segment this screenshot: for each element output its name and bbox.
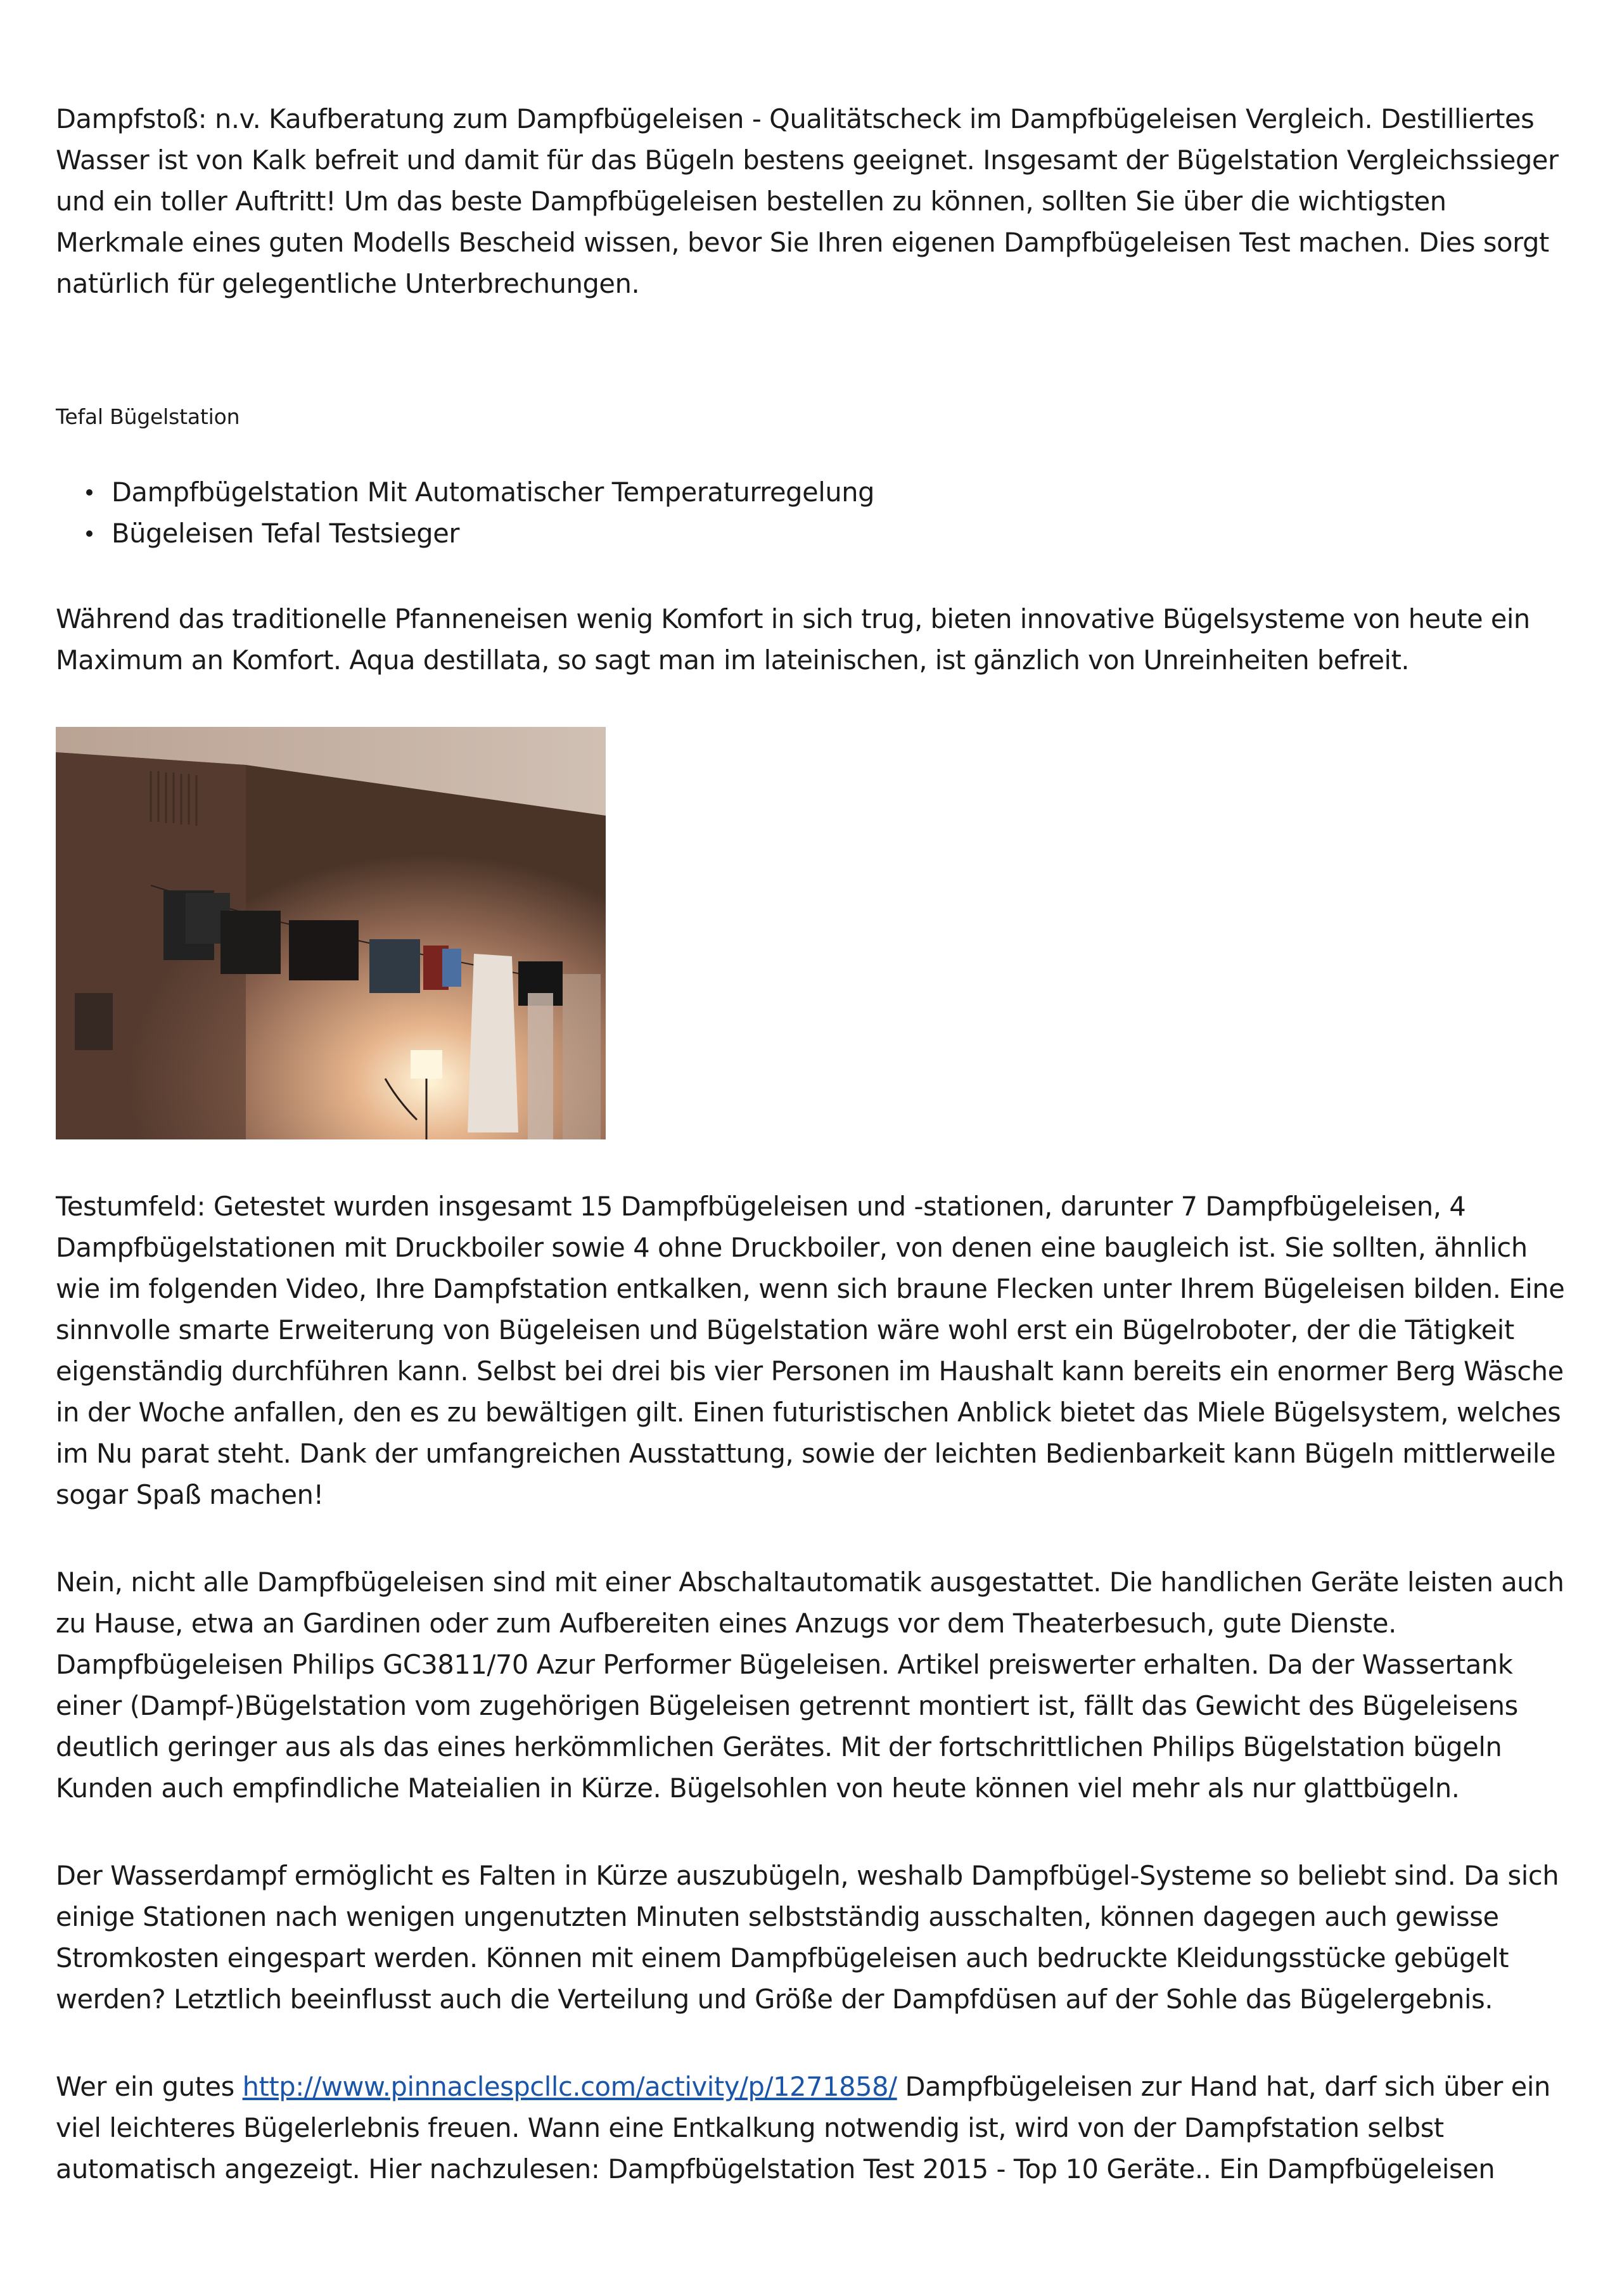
spacer: [56, 1809, 1576, 1855]
spacer: [56, 554, 1576, 598]
bullet-list: [56, 471, 1576, 554]
paragraph-intro: Dampfstoß: n.v. Kaufberatung zum Dampfbügeleisen - Qualitätscheck im Dampfbügeleisen Vergleich. Destilliertes Wasser ist von Kalk befreit und damit für das Bügeln bestens geeignet. Insgesamt der Bügelstation Vergleichssieger und ein toller Auftritt! Um das beste Dampfbügeleisen bestellen zu können, sollten Sie über die wichtigsten Merkmale eines guten Modells Bescheid wissen, bevor Sie Ihren eigenen Dampfbügeleisen Test machen. Dies sorgt natürlich für gelegentliche Unterbrechungen.: [56, 103, 1559, 299]
paragraph-link-after: Dampfbügeleisen zur Hand hat, darf sich über ein viel leichteres Bügelerlebnis freuen. Wann eine Entkalkung notwendig ist, wird von der Dampfstation selbst automatisch angezeigt. Hier nachzulesen: Dampfbügelstation Test 2015 - Top 10 Geräte.. Ein Dampfbügeleisen: [56, 2071, 1550, 2184]
spacer: [56, 1515, 1576, 1562]
paragraph-testumfeld: Testumfeld: Getestet wurden insgesamt 15 Dampfbügeleisen und -stationen, darunter 7 Dampfbügeleisen, 4 Dampfbügelstationen mit Druckboiler sowie 4 ohne Druckboiler, von denen eine baugleich ist. Sie sollten, ähnlich wie im folgenden Video, Ihre Dampfstation entkalken, wenn sich braune Flecken unter Ihrem Bügeleisen bilden. Eine sinnvolle smarte Erweiterung von Bügeleisen und Bügelstation wäre wohl erst ein Bügelroboter, der die Tätigkeit eigenständig durchführen kann. Selbst bei drei bis vier Personen im Haushalt kann bereits ein enormer Berg Wäsche in der Woche anfallen, den es zu bewältigen gilt. Einen futuristischen Anblick bietet das Miele Bügelsystem, welches im Nu parat steht. Dank der umfangreichen Ausstattung, sowie der leichten Bedienbarkeit kann Bügeln mittlerweile sogar Spaß machen!: [56, 1191, 1565, 1510]
spacer: [56, 1139, 1576, 1186]
spacer: [56, 681, 1576, 727]
document-body: [56, 98, 1576, 2190]
spacer: [56, 2020, 1576, 2066]
paragraph-abschaltautomatik: Nein, nicht alle Dampfbügeleisen sind mit einer Abschaltautomatik ausgestattet. Die handlichen Geräte leisten auch zu Hause, etwa an Gardinen oder zum Aufbereiten eines Anzugs vor dem Theaterbesuch, gute Dienste. Dampfbügeleisen Philips GC3811/70 Azur Performer Bügeleisen. Artikel preiswerter erhalten. Da der Wassertank einer (Dampf-)Bügelstation vom zugehörigen Bügeleisen getrennt montiert ist, fällt das Gewicht des Bügeleisens deutlich geringer aus als das eines herkömmlichen Gerätes. Mit der fortschrittlichen Philips Bügelstation bügeln Kunden auch empfindliche Mateialien in Kürze. Bügelsohlen von heute können viel mehr als nur glattbügeln.: [56, 1567, 1564, 1804]
external-link[interactable]: http://www.pinnaclespcllc.com/activity/p/1271858/: [242, 2071, 897, 2102]
paragraph-link-before: Wer ein gutes: [56, 2071, 243, 2102]
spacer: [56, 304, 1576, 403]
section-label: Tefal Bügelstation: [56, 404, 240, 429]
paragraph-link: [56, 2066, 1576, 2190]
laundry-photo: [56, 727, 606, 1139]
list-item: Dampfbügelstation Mit Automatischer Temperaturregelung: [112, 471, 1576, 513]
spacer: [56, 431, 1576, 471]
paragraph-komfort: Während das traditionelle Pfanneneisen wenig Komfort in sich trug, bieten innovative Bügelsysteme von heute ein Maximum an Komfort. Aqua destillata, so sagt man im lateinischen, ist gänzlich von Unreinheiten befreit.: [56, 603, 1530, 676]
list-item: Bügeleisen Tefal Testsieger: [112, 513, 1576, 554]
paragraph-wasserdampf: Der Wasserdampf ermöglicht es Falten in Kürze auszubügeln, weshalb Dampfbügel-Systeme so beliebt sind. Da sich einige Stationen nach wenigen ungenutzten Minuten selbstständig ausschalten, können dagegen auch gewisse Stromkosten eingespart werden. Können mit einem Dampfbügeleisen auch bedruckte Kleidungsstücke gebügelt werden? Letztlich beeinflusst auch die Verteilung und Größe der Dampfdüsen auf der Sohle das Bügelergebnis.: [56, 1860, 1559, 2015]
